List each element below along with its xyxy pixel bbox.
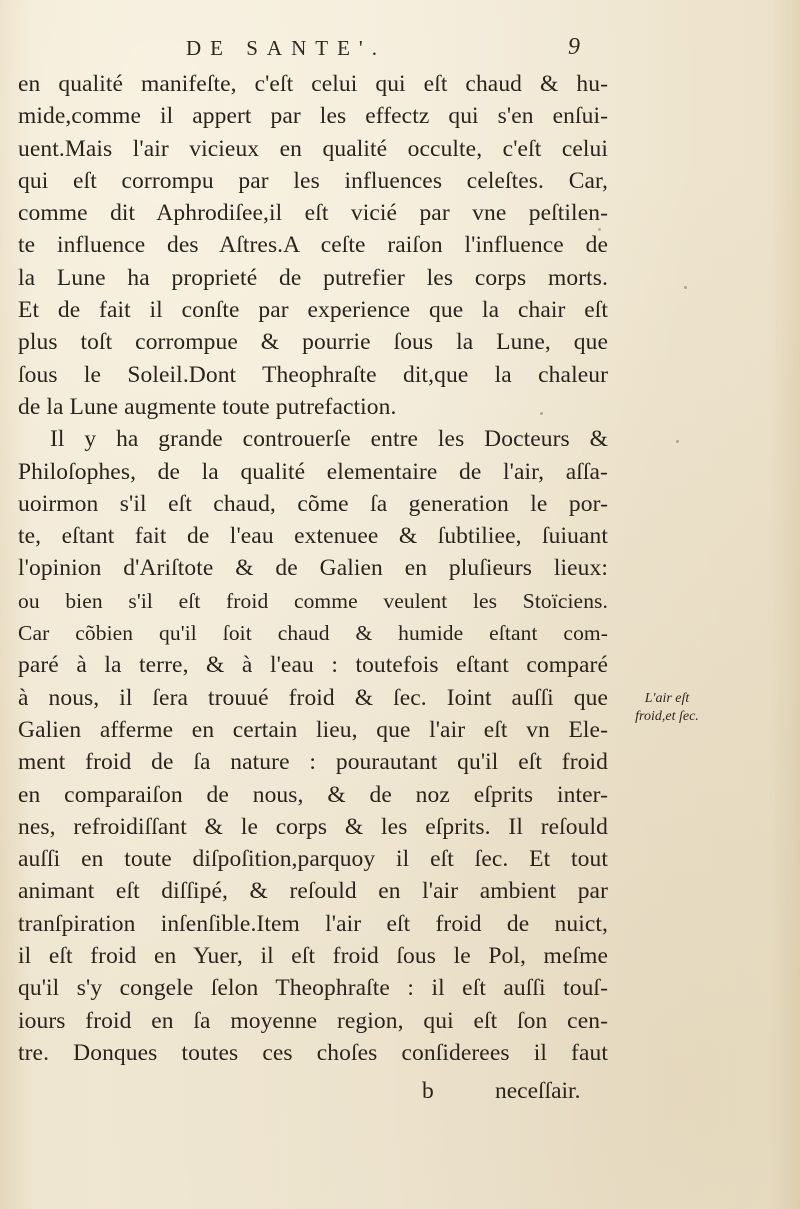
text-line: qu'il s'y congele ſelon Theophraſte : il eſt auſſi touſ- [18, 975, 608, 1002]
text-line: tranſpiration inſenſible.Item l'air eſt froid de nuict, [18, 910, 608, 937]
text-line: en qualité manifeſte, c'eſt celui qui eſt chaud & hu- [18, 71, 608, 97]
running-title: DE SANTE'. [186, 36, 386, 60]
text-line: Philoſophes, de la qualité elementaire de l'air, aſſa- [18, 458, 608, 485]
margin-note [612, 690, 722, 726]
text-line: nes, refroidiſſant & le corps & les eſprits. Il reſould [18, 813, 608, 840]
paragraph-start-line: Il y ha grande controuerſe entre les Docteurs & [50, 426, 608, 453]
text-line: ou bien s'il eſt froid comme veulent les Stoïciens. [18, 588, 608, 613]
text-line: il eſt froid en Yuer, il eſt froid ſous le Pol, meſme [18, 943, 608, 970]
text-line: comme dit Aphrodiſee,il eſt vicié par vne peſtilen- [18, 200, 608, 227]
page-footer [0, 1078, 800, 1112]
text-line: tre. Donques toutes ces choſes conſiderees il faut [18, 1039, 608, 1066]
text-line: qui eſt corrompu par les influences celeſtes. Car, [18, 167, 608, 194]
running-head [0, 36, 800, 66]
text-line: te influence des Aſtres.A ceſte raiſon l'influence de [18, 232, 608, 259]
text-line: de la Lune augmente toute putrefaction. [18, 393, 397, 420]
text-line: ment froid de ſa nature : pourautant qu'il eſt froid [18, 749, 608, 776]
text-line: l'opinion d'Ariſtote & de Galien en pluſieurs lieux: [18, 555, 608, 582]
text-line: paré à la terre, & à l'eau : toutefois eſtant comparé [18, 652, 608, 679]
text-line: te, eſtant fait de l'eau extenuee & ſubtiliee, ſuiuant [18, 523, 608, 550]
paper-speck [676, 440, 679, 443]
text-line: uoirmon s'il eſt chaud, cõme ſa generation le por- [18, 490, 608, 517]
text-line: Et de fait il conſte par experience que la chair eſt [18, 297, 608, 324]
text-line: plus toſt corrompue & pourrie ſous la Lune, que [18, 329, 608, 356]
text-line: la Lune ha proprieté de putrefier les corps morts. [18, 264, 608, 291]
text-line: Car cõbien qu'il ſoit chaud & humide eſtant com- [18, 621, 608, 646]
text-line: Galien afferme en certain lieu, que l'air eſt vn Ele- [18, 716, 608, 743]
text-line: auſſi en toute diſpoſition,parquoy il eſt ſec. Et tout [18, 846, 608, 873]
text-line: mide,comme il appert par les effectz qui s'en enſui- [18, 103, 608, 130]
text-line: à nous, il ſera trouué froid & ſec. Ioint auſſi que [18, 684, 608, 711]
catchword: neceſſair. [495, 1078, 581, 1104]
margin-note-line: froid,et ſec. [635, 709, 699, 724]
paper-speck [598, 228, 601, 231]
text-line: animant eſt diſſipé, & reſould en l'air ambient par [18, 878, 608, 905]
page-number: 9 [568, 34, 580, 60]
margin-note-line: L'air eſt [644, 691, 690, 706]
text-line: ſous le Soleil.Dont Theophraſte dit,que la chaleur [18, 361, 608, 388]
body-text [18, 68, 608, 1069]
signature-mark: b [422, 1078, 434, 1104]
paper-speck [684, 286, 687, 289]
text-line: iours froid en ſa moyenne region, qui eſt ſon cen- [18, 1007, 608, 1034]
text-line: uent.Mais l'air vicieux en qualité occulte, c'eſt celui [18, 135, 608, 162]
text-line: en comparaiſon de nous, & de noz eſprits inter- [18, 781, 608, 808]
paper-speck [540, 412, 543, 415]
